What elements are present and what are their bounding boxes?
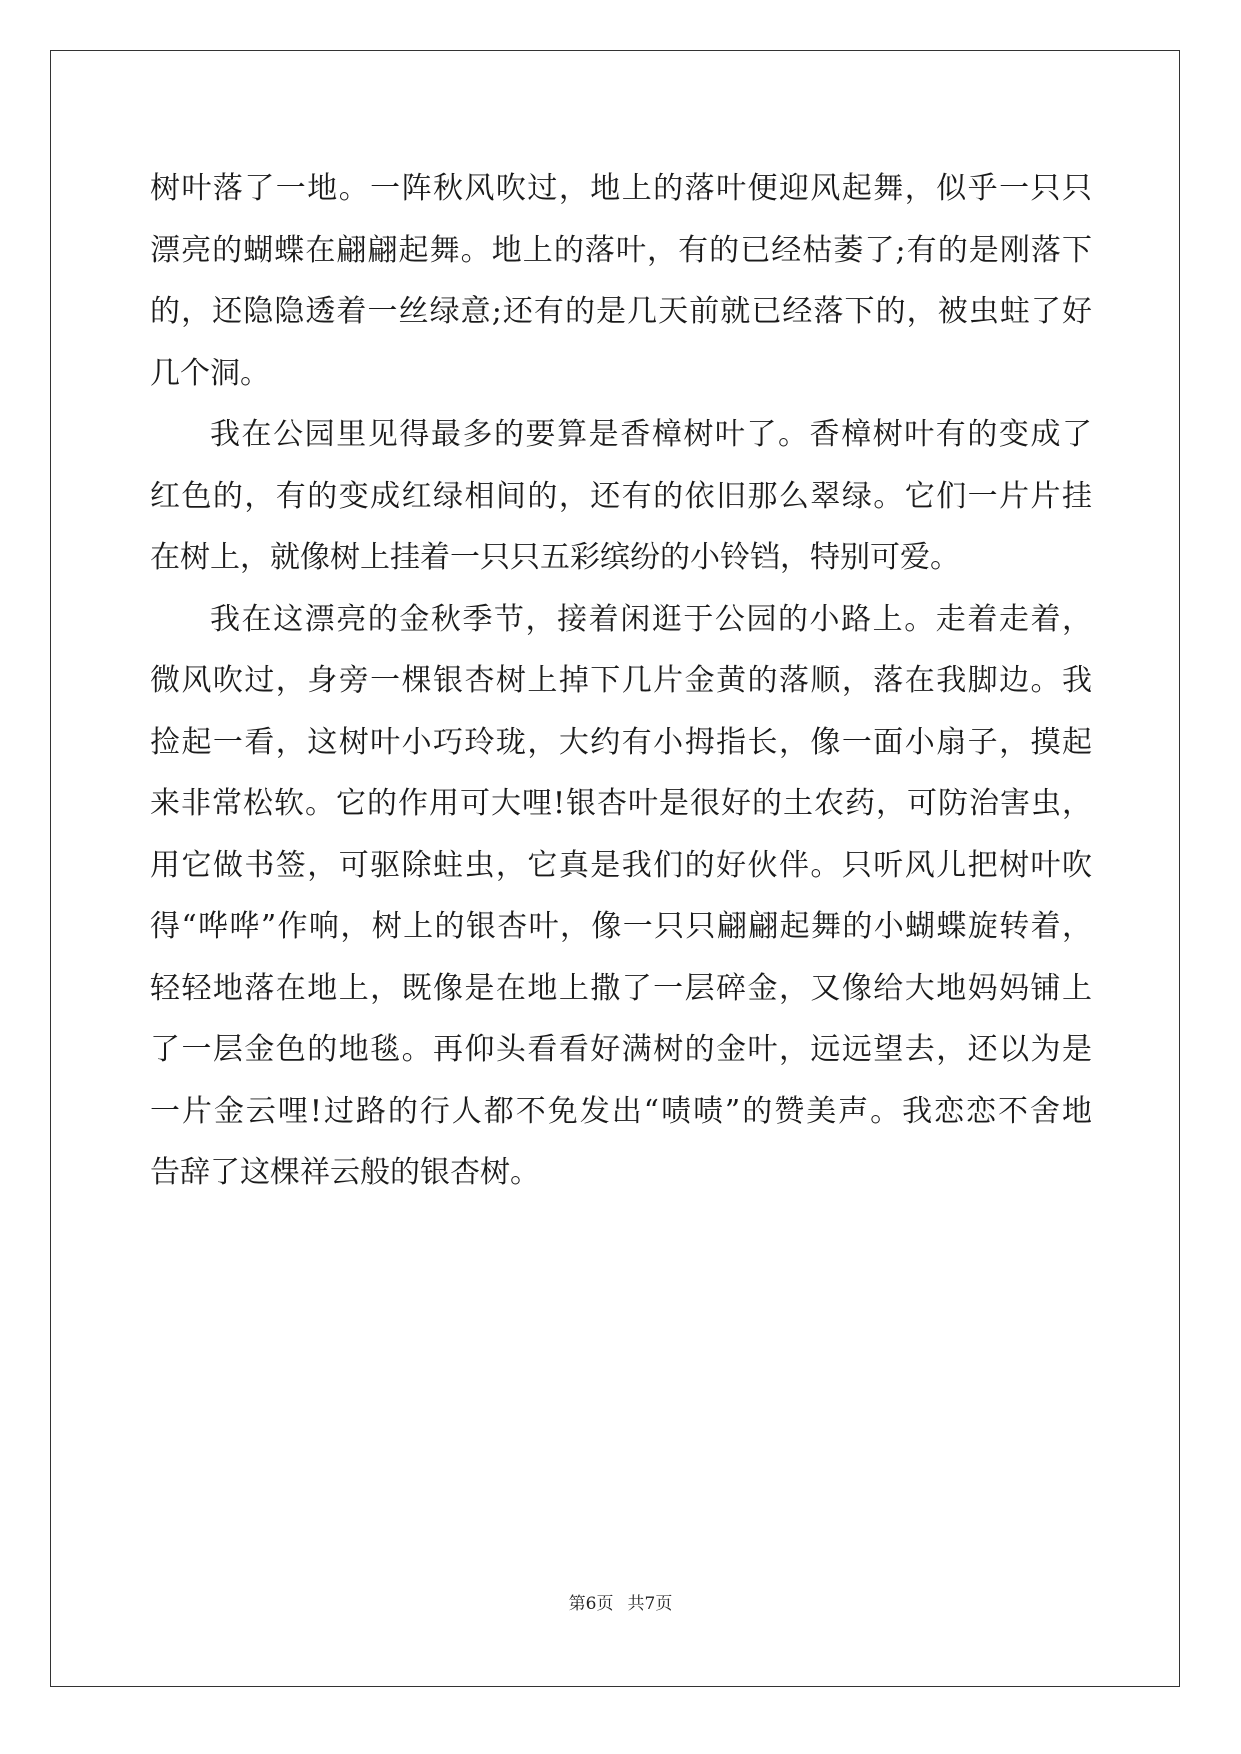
- text-line: 轻轻地落在地上，既像是在地上撒了一层碎金，又像给大地妈妈铺上: [150, 970, 1092, 1006]
- text-line: 漂亮的蝴蝶在翩翩起舞。地上的落叶，有的已经枯萎了;有的是刚落下: [150, 232, 1092, 268]
- text-line: 一片金云哩!过路的行人都不免发出“啧啧”的赞美声。我恋恋不舍地: [150, 1093, 1092, 1129]
- page-footer: [0, 1589, 1241, 1614]
- paragraph-first-line: 我在公园里见得最多的要算是香樟树叶了。香樟树叶有的变成了: [210, 417, 1092, 452]
- page-current-number: 第6页: [568, 1594, 614, 1614]
- page-total-count: 共7页: [627, 1594, 673, 1614]
- text-line: 树叶落了一地。一阵秋风吹过，地上的落叶便迎风起舞，似乎一只只: [150, 171, 1092, 206]
- text-line: 用它做书签，可驱除蛀虫，它真是我们的好伙伴。只听风儿把树叶吹: [150, 847, 1092, 883]
- text-line: 捡起一看，这树叶小巧玲珑，大约有小拇指长，像一面小扇子，摸起: [150, 724, 1092, 760]
- paragraph-first-line: 我在这漂亮的金秋季节，接着闲逛于公园的小路上。走着走着，: [210, 601, 1092, 637]
- document-body: [150, 158, 1092, 1204]
- text-line: 了一层金色的地毯。再仰头看看好满树的金叶，远远望去，还以为是: [150, 1032, 1092, 1067]
- text-line: 几个洞。: [150, 355, 270, 391]
- text-line: 在树上，就像树上挂着一只只五彩缤纷的小铃铛，特别可爱。: [150, 540, 960, 575]
- text-line: 的，还隐隐透着一丝绿意;还有的是几天前就已经落下的，被虫蛀了好: [150, 294, 1092, 329]
- text-line: 来非常松软。它的作用可大哩!银杏叶是很好的土农药，可防治害虫，: [150, 786, 1092, 821]
- text-line: 得“哗哗”作响，树上的银杏叶，像一只只翩翩起舞的小蝴蝶旋转着，: [150, 909, 1092, 944]
- text-line: 微风吹过，身旁一棵银杏树上掉下几片金黄的落顺，落在我脚边。我: [150, 663, 1092, 698]
- text-line: 红色的，有的变成红绿相间的，还有的依旧那么翠绿。它们一片片挂: [150, 478, 1092, 514]
- text-line: 告辞了这棵祥云般的银杏树。: [150, 1155, 540, 1190]
